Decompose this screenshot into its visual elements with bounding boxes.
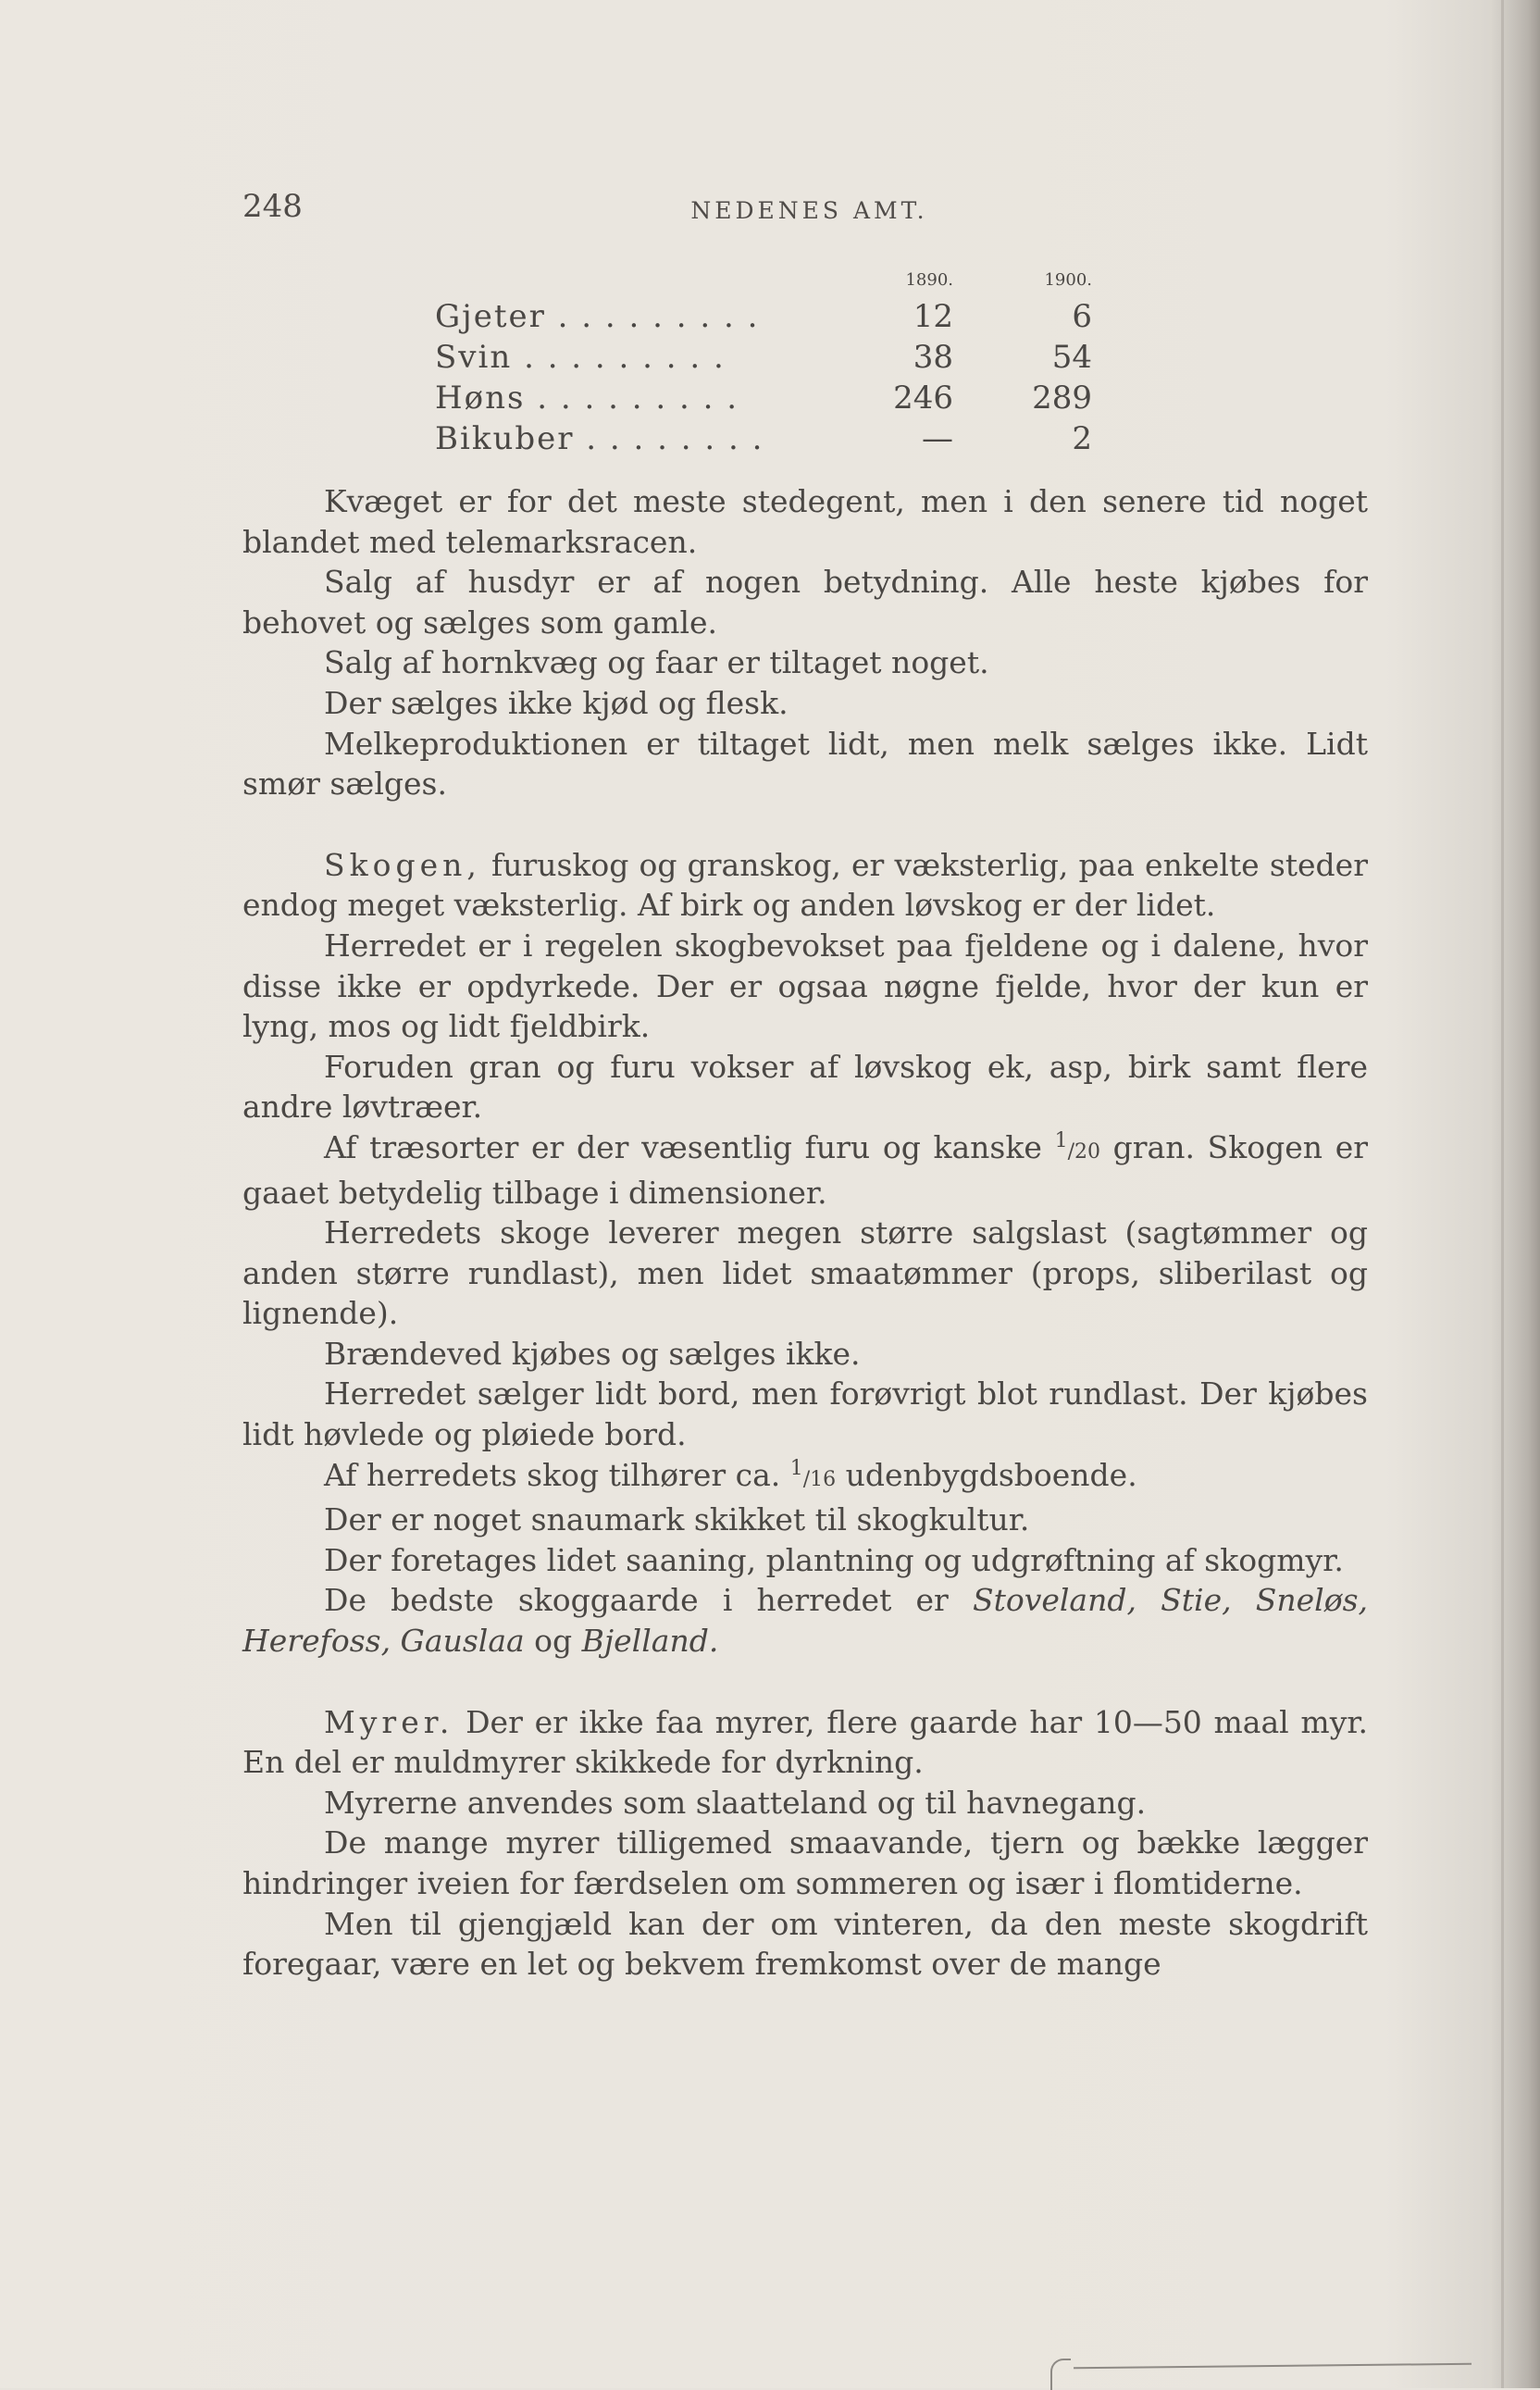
year-header-1900: 1900. [1044, 270, 1092, 290]
livestock-table [435, 268, 1175, 459]
fraction-denominator: /16 [802, 1467, 837, 1491]
row-label: Svin . . . . . . . . . [435, 339, 726, 376]
table-row [435, 378, 1175, 418]
table-row [435, 337, 1175, 378]
paragraph: Foruden gran og furu vokser af løvskog ek, asp, birk samt flere andre løvtræer. [242, 1048, 1368, 1126]
paragraph-text: furuskog og granskog, er væksterlig, paa enkelte steder endog meget væksterlig. Af birk og anden løvskog er der lidet. [242, 846, 1368, 924]
paragraph: Der foretages lidet saaning, plantning og udgrøftning af skogmyr. [324, 1541, 1344, 1578]
value-1900: 289 [1032, 380, 1092, 417]
fraction-denominator: /20 [1067, 1139, 1100, 1164]
paragraph-text: Af træsorter er der væsentlig furu og kanske [324, 1128, 1055, 1165]
year-header-1890: 1890. [905, 270, 953, 290]
paragraph: Der sælges ikke kjød og flesk. [324, 684, 789, 721]
paragraph: Herredets skoge leverer megen større salgslast (sagtømmer og anden større rundlast), men lidet smaatømmer (props, sliberilast og lignende). [242, 1214, 1368, 1332]
value-1890: 38 [913, 339, 953, 376]
paragraph: Salg af husdyr er af nogen betydning. Alle heste kjøbes for behovet og sælges som gamle. [242, 564, 1368, 641]
value-1900: 6 [1072, 298, 1092, 335]
row-label: Høns . . . . . . . . . [435, 380, 739, 417]
paragraph [242, 1455, 1368, 1500]
page-curl-mark [1050, 2359, 1071, 2390]
paragraph: Myrerne anvendes som slaatteland og til havnegang. [324, 1784, 1147, 1821]
section-heading: Skogen, [324, 846, 481, 883]
fraction-numerator: 1 [789, 1456, 803, 1480]
value-1900: 54 [1051, 339, 1092, 376]
paragraph-text: De bedste skoggaarde i herredet er [324, 1582, 973, 1619]
book-spine-edge [1492, 0, 1540, 2388]
paragraph: Salg af hornkvæg og faar er tiltaget noget. [324, 644, 989, 681]
value-1900: 2 [1072, 420, 1092, 457]
fraction-numerator: 1 [1054, 1128, 1068, 1152]
section-heading: Myrer. [324, 1703, 454, 1740]
running-title: NEDENES AMT. [690, 197, 928, 224]
paragraph-text: Af herredets skog tilhører ca. [324, 1456, 790, 1493]
value-1890: — [922, 420, 953, 457]
paragraph [242, 1580, 1368, 1661]
page-number: 248 [242, 188, 303, 225]
value-1890: 12 [913, 298, 953, 335]
row-label: Bikuber . . . . . . . . [435, 420, 764, 457]
paragraph-text: Der er ikke faa myrer, flere gaarde har 10—50 maal myr. En del er muldmyrer skikkede for dyrkning. [242, 1703, 1368, 1781]
section-skogen [242, 845, 1368, 926]
paragraph-text: og [524, 1623, 582, 1660]
year-header-row [435, 268, 1175, 296]
paragraph: Men til gjengjæld kan der om vinteren, da den meste skogdrift foregaar, være en let og bekvem fremkomst over de mange [242, 1905, 1368, 1983]
section-myrer [242, 1702, 1368, 1783]
table-row [435, 418, 1175, 459]
paragraph: De mange myrer tilligemed smaavande, tjern og bække lægger hindringer iveien for færdselen om sommeren og især i flomtiderne. [242, 1824, 1368, 1901]
paragraph-text: udenbygdsboende. [836, 1456, 1137, 1493]
row-label: Gjeter . . . . . . . . . [435, 298, 760, 335]
paragraph: Brændeved kjøbes og sælges ikke. [324, 1335, 861, 1372]
paragraph: Melkeproduktionen er tiltaget lidt, men melk sælges ikke. Lidt smør sælges. [242, 725, 1368, 803]
paragraph: Kvæget er for det meste stedegent, men i den senere tid noget blandet med telemarksracen. [242, 483, 1368, 560]
paragraph [242, 1127, 1368, 1213]
body-text [242, 481, 1368, 1985]
paragraph: Herredet sælger lidt bord, men forøvrigt blot rundlast. Der kjøbes lidt høvlede og pløiede bord. [242, 1375, 1368, 1453]
farm-name-last: Bjelland. [581, 1623, 719, 1660]
paragraph: Herredet er i regelen skogbevokset paa fjeldene og i dalene, hvor disse ikke er opdyrkede. Der er ogsaa nøgne fjelde, hvor der kun er lyng, mos og lidt fjeldbirk. [242, 927, 1368, 1045]
farm-names: Stoveland, Stie, Sneløs, Herefoss, Gauslaa [242, 1582, 1368, 1660]
page-header [242, 188, 1376, 234]
paragraph-text: gran. Skogen er gaaet betydelig tilbage i dimensioner. [242, 1128, 1368, 1211]
paragraph: Der er noget snaumark skikket til skogkultur. [324, 1501, 1030, 1538]
table-row [435, 296, 1175, 337]
value-1890: 246 [893, 380, 953, 417]
